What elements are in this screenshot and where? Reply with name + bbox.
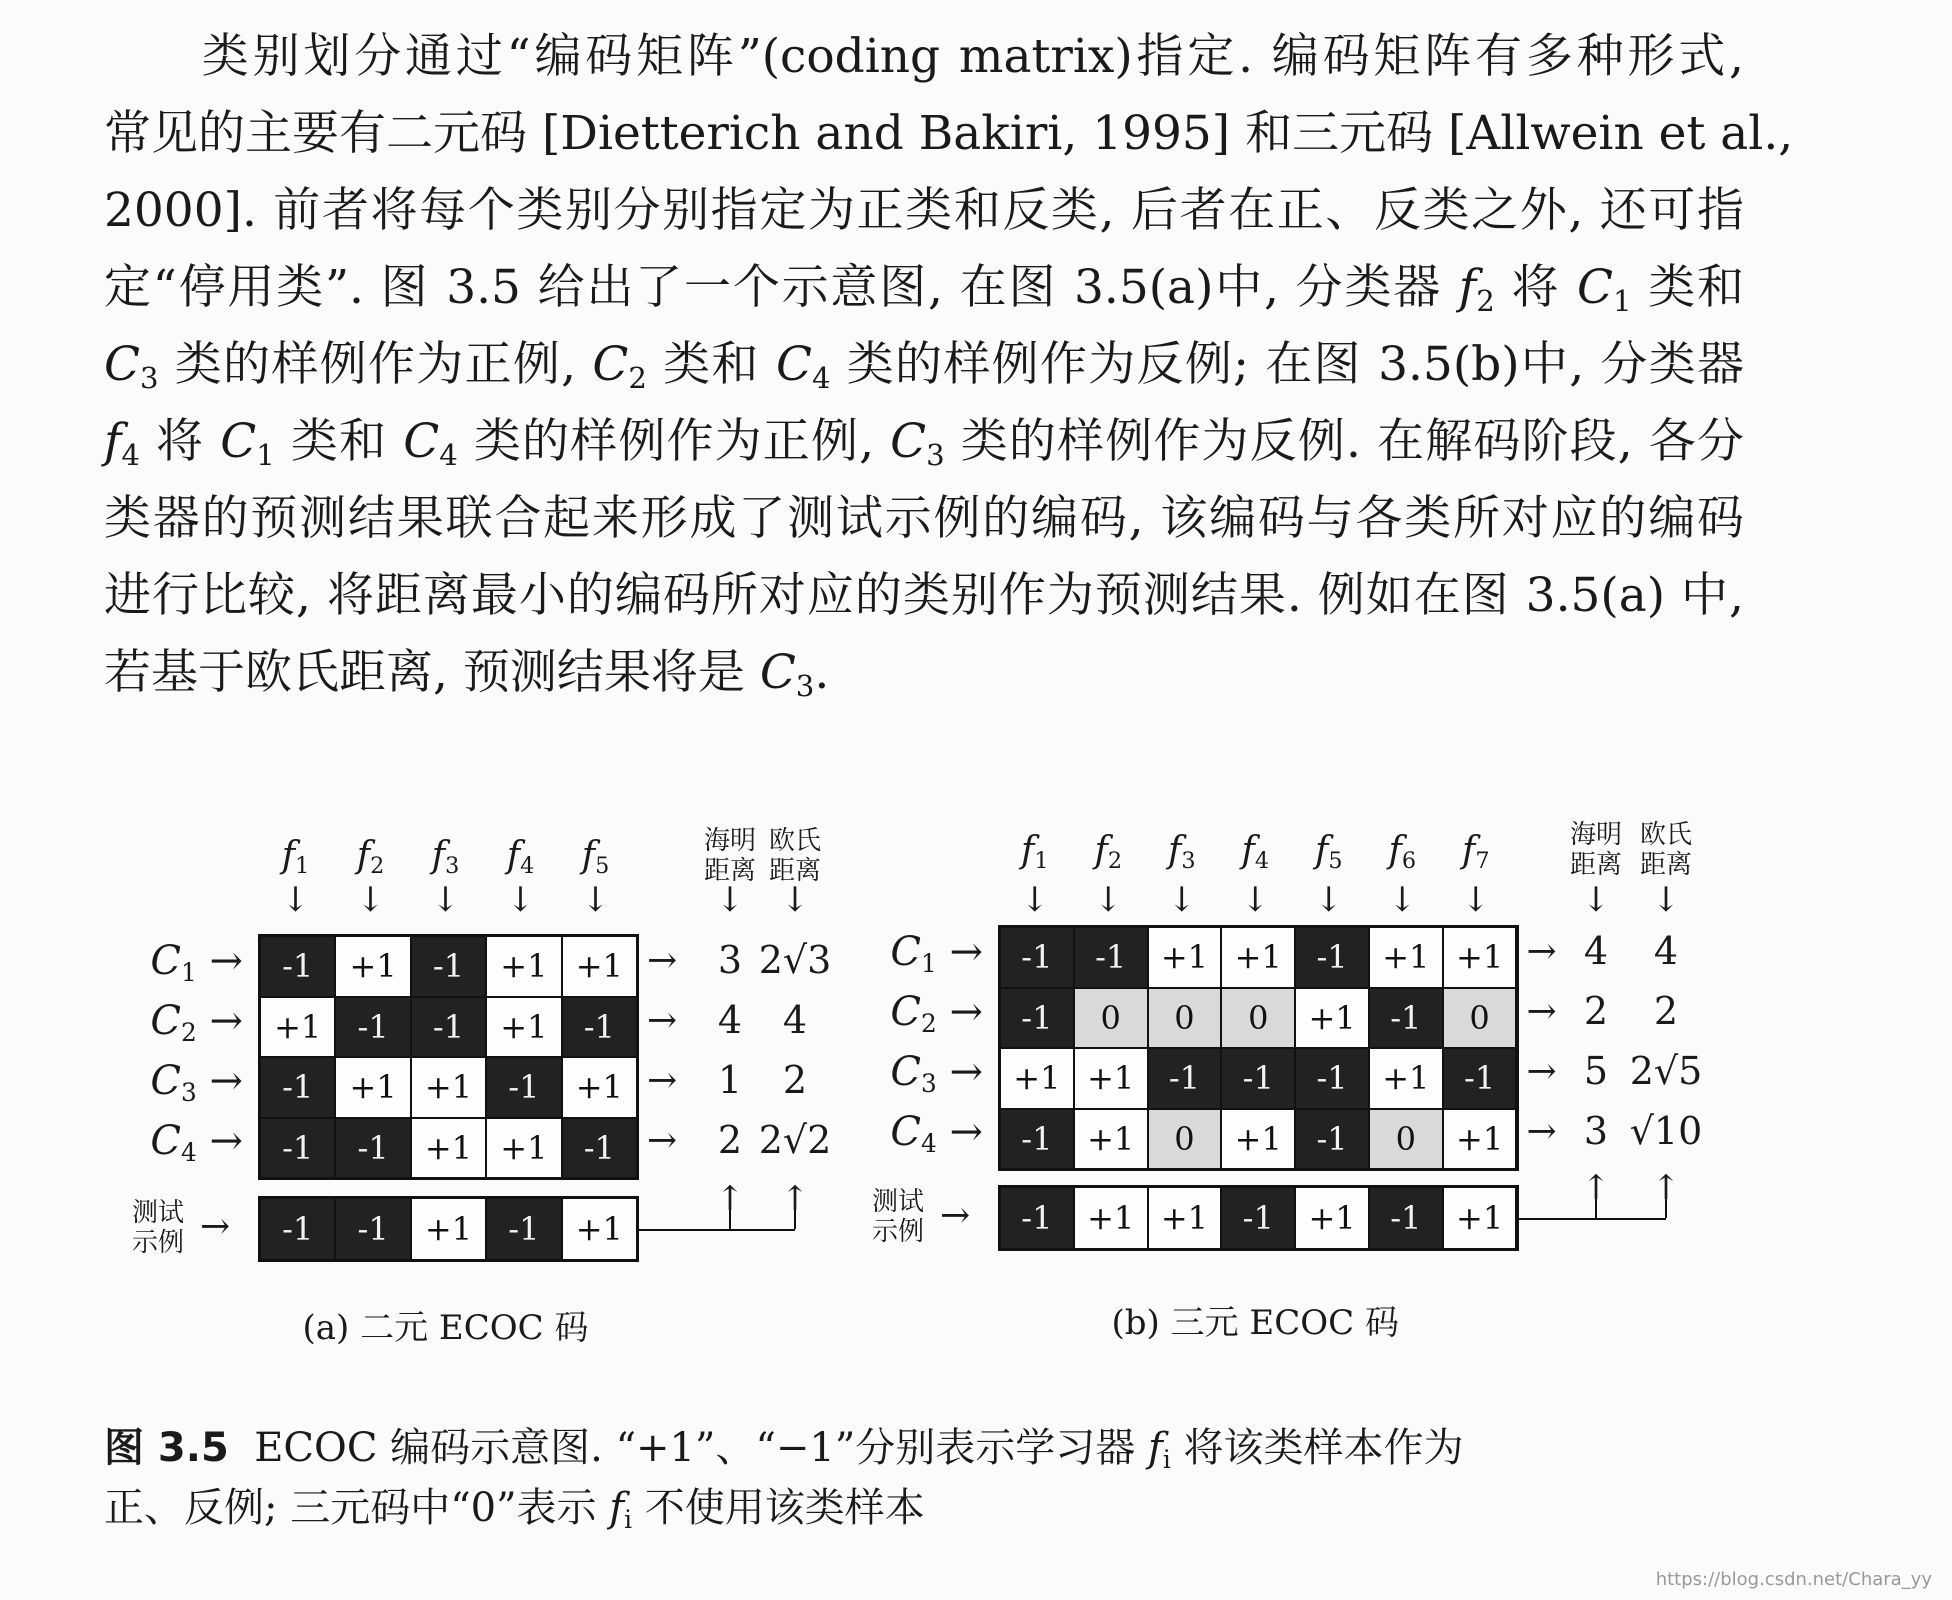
down-arrow-icon: ↓ (1388, 880, 1417, 920)
test-cell: -1 (261, 1199, 334, 1259)
test-label-line1: 测试 (871, 1187, 924, 1217)
matrix-cell: -1 (1001, 989, 1073, 1048)
matrix-cell: -1 (1001, 1110, 1073, 1169)
matrix-cell: +1 (412, 1119, 485, 1178)
matrix-cell: -1 (563, 998, 636, 1057)
down-arrow-icon: ↓ (506, 880, 535, 920)
class-label: $C_4$ → (890, 1109, 983, 1158)
test-cell: +1 (1444, 1188, 1516, 1248)
hamming-distance-label (1556, 820, 1636, 880)
hamming-distance-value: 4 (1583, 929, 1609, 973)
matrix-cell: -1 (412, 998, 485, 1057)
matrix-cell: -1 (1370, 989, 1442, 1048)
test-cell: +1 (1075, 1188, 1147, 1248)
para-line-2: 常见的主要有二元码 [Dietterich and Bakiri, 1995] 和三元码 [Allwein et al., (104, 106, 1794, 161)
matrix-cell: 0 (1444, 989, 1516, 1048)
right-arrow-icon: → (196, 938, 243, 984)
classifier-label: $f_5$ (581, 835, 610, 880)
down-arrow-icon: ↓ (780, 880, 810, 920)
matrix-cell: -1 (1222, 1049, 1294, 1108)
para-line-1: 类别划分通过“编码矩阵”(coding matrix)指定. 编码矩阵有多种形式, (198, 29, 1744, 84)
matrix-cell: +1 (261, 998, 334, 1057)
euclidean-distance-value: √10 (1629, 1109, 1703, 1153)
euclidean-distance-value: 2 (1653, 989, 1679, 1033)
down-arrow-icon: ↓ (281, 880, 310, 920)
matrix-cell: -1 (1296, 1049, 1368, 1108)
para-line-9: 若基于欧氏距离, 预测结果将是 $C_3$. (104, 645, 830, 704)
para-line-3: 2000]. 前者将每个类别分别指定为正类和反类, 后者在正、反类之外, 还可指 (104, 183, 1744, 238)
matrix-cell: +1 (412, 1058, 485, 1117)
right-arrow-icon: → (200, 1206, 231, 1247)
euclidean-distance-value: 2√2 (758, 1118, 832, 1162)
down-arrow-icon: ↓ (715, 880, 745, 920)
up-arrow-icon: ↑ (780, 1179, 810, 1219)
right-arrow-icon: → (196, 1058, 243, 1104)
up-arrow-icon: ↑ (1581, 1168, 1611, 1208)
matrix-cell: +1 (487, 937, 560, 996)
hamming-distance-label-line2: 距离 (703, 856, 756, 886)
right-arrow-icon: → (647, 940, 678, 981)
down-arrow-icon: ↓ (1020, 880, 1049, 920)
down-arrow-icon: ↓ (1581, 880, 1611, 920)
caption-label: 图 3.5 (104, 1425, 229, 1471)
right-arrow-icon: → (1526, 1111, 1557, 1152)
up-arrow-icon: ↑ (715, 1179, 745, 1219)
classifier-label: $f_6$ (1388, 830, 1417, 875)
euclidean-distance-value: 2 (782, 1058, 808, 1102)
matrix-cell: +1 (336, 937, 409, 996)
para-line-6: $f_4$ 将 $C_1$ 类和 $C_4$ 类的样例作为正例, $C_3$ 类的样例作为反例. 在解码阶段, 各分 (104, 414, 1744, 473)
matrix-cell: -1 (1149, 1049, 1221, 1108)
right-arrow-icon: → (940, 1195, 971, 1236)
test-cell: +1 (412, 1199, 485, 1259)
matrix-cell: 0 (1370, 1110, 1442, 1169)
classifier-label: $f_3$ (1167, 830, 1196, 875)
matrix-cell: -1 (563, 1119, 636, 1178)
subfigure-caption: (a) 二元 ECOC 码 (302, 1308, 589, 1348)
test-cell: -1 (1370, 1188, 1442, 1248)
hamming-distance-label-line1: 海明 (703, 826, 756, 856)
test-label-line2: 示例 (871, 1217, 924, 1247)
matrix-cell: +1 (1370, 1049, 1442, 1108)
class-label: $C_3$ → (150, 1058, 243, 1107)
euclidean-distance-label-line1: 欧氏 (1639, 820, 1692, 850)
classifier-label: $f_2$ (1094, 830, 1123, 875)
right-arrow-icon: → (647, 1000, 678, 1041)
euclidean-distance-value: 4 (782, 998, 808, 1042)
figure-caption (104, 1418, 1744, 1538)
right-arrow-icon: → (1526, 991, 1557, 1032)
matrix-cell: +1 (1444, 1110, 1516, 1169)
euclidean-distance-label (1626, 820, 1706, 880)
matrix-cell: -1 (1001, 928, 1073, 987)
subfigure-caption: (b) 三元 ECOC 码 (1111, 1303, 1399, 1343)
classifier-label: $f_1$ (1020, 830, 1049, 875)
hamming-distance-label-line1: 海明 (1569, 820, 1622, 850)
matrix-cell: -1 (412, 937, 485, 996)
right-arrow-icon: → (936, 929, 983, 975)
down-arrow-icon: ↓ (431, 880, 460, 920)
matrix-cell: +1 (1444, 928, 1516, 987)
matrix-cell: +1 (336, 1058, 409, 1117)
test-cell: +1 (1296, 1188, 1368, 1248)
euclidean-distance-value: 2√5 (1629, 1049, 1703, 1093)
euclidean-distance-value: 4 (1653, 929, 1679, 973)
matrix-cell: +1 (487, 1119, 560, 1178)
para-line-8: 进行比较, 将距离最小的编码所对应的类别作为预测结果. 例如在图 3.5(a) 中, (104, 568, 1744, 623)
right-arrow-icon: → (936, 1109, 983, 1155)
right-arrow-icon: → (936, 989, 983, 1035)
matrix-cell: -1 (261, 1119, 334, 1178)
matrix-cell: +1 (1222, 1110, 1294, 1169)
euclidean-distance-label-line2: 距离 (1639, 850, 1692, 880)
euclidean-distance-value: 2√3 (758, 938, 832, 982)
test-label-line1: 测试 (131, 1198, 184, 1228)
classifier-label: $f_7$ (1461, 830, 1490, 875)
class-label: $C_4$ → (150, 1118, 243, 1167)
connector-line (1519, 1218, 1667, 1220)
classifier-label: $f_3$ (431, 835, 460, 880)
matrix-cell: -1 (261, 937, 334, 996)
hamming-distance-value: 3 (717, 938, 743, 982)
matrix-cell: -1 (336, 998, 409, 1057)
classifier-label: $f_4$ (506, 835, 535, 880)
down-arrow-icon: ↓ (581, 880, 610, 920)
test-code-row (998, 1185, 1519, 1251)
classifier-label: $f_5$ (1314, 830, 1343, 875)
down-arrow-icon: ↓ (1094, 880, 1123, 920)
classifier-label: $f_2$ (356, 835, 385, 880)
down-arrow-icon: ↓ (1461, 880, 1490, 920)
matrix-cell: -1 (1444, 1049, 1516, 1108)
right-arrow-icon: → (936, 1049, 983, 1095)
test-cell: -1 (1222, 1188, 1294, 1248)
matrix-cell: 0 (1222, 989, 1294, 1048)
up-arrow-icon: ↑ (1651, 1168, 1681, 1208)
matrix-cell: -1 (1296, 928, 1368, 987)
hamming-distance-value: 5 (1583, 1049, 1609, 1093)
caption-line-2: 正、反例; 三元码中“0”表示 $f_i$ 不使用该类样本 (104, 1485, 925, 1534)
hamming-distance-value: 3 (1583, 1109, 1609, 1153)
matrix-cell: +1 (1222, 928, 1294, 987)
test-label-line2: 示例 (131, 1228, 184, 1258)
matrix-cell: +1 (1149, 928, 1221, 987)
class-label: $C_2$ → (150, 998, 243, 1047)
matrix-cell: +1 (563, 937, 636, 996)
down-arrow-icon: ↓ (356, 880, 385, 920)
coding-matrix (998, 925, 1519, 1171)
para-line-5: $C_3$ 类的样例作为正例, $C_2$ 类和 $C_4$ 类的样例作为反例; 在图 3.5(b)中, 分类器 (104, 337, 1744, 396)
matrix-cell: +1 (1075, 1110, 1147, 1169)
hamming-distance-value: 2 (717, 1118, 743, 1162)
caption-line-1: 图 3.5 ECOC 编码示意图. “+1”、“−1”分别表示学习器 $f_i$ 将该类样本作为 (104, 1425, 1464, 1474)
matrix-cell: -1 (336, 1119, 409, 1178)
euclidean-distance-label-line2: 距离 (768, 856, 821, 886)
matrix-cell: -1 (261, 1058, 334, 1117)
classifier-label: $f_4$ (1241, 830, 1270, 875)
matrix-cell: +1 (563, 1058, 636, 1117)
right-arrow-icon: → (196, 998, 243, 1044)
test-cell: -1 (1001, 1188, 1073, 1248)
hamming-distance-value: 2 (1583, 989, 1609, 1033)
matrix-cell: -1 (1296, 1110, 1368, 1169)
watermark: https://blog.csdn.net/Chara_yy (1655, 1569, 1932, 1590)
matrix-cell: +1 (1370, 928, 1442, 987)
matrix-cell: 0 (1149, 989, 1221, 1048)
test-cell: +1 (563, 1199, 636, 1259)
hamming-distance-label-line2: 距离 (1569, 850, 1622, 880)
para-line-4: 定“停用类”. 图 3.5 给出了一个示意图, 在图 3.5(a)中, 分类器 $f_2$ 将 $C_1$ 类和 (104, 260, 1745, 319)
right-arrow-icon: → (196, 1118, 243, 1164)
matrix-cell: +1 (1296, 989, 1368, 1048)
test-cell: -1 (336, 1199, 409, 1259)
matrix-cell: +1 (1075, 1049, 1147, 1108)
class-label: $C_2$ → (890, 989, 983, 1038)
matrix-cell: 0 (1075, 989, 1147, 1048)
hamming-distance-value: 1 (717, 1058, 743, 1102)
down-arrow-icon: ↓ (1167, 880, 1196, 920)
matrix-cell: 0 (1149, 1110, 1221, 1169)
test-cell: +1 (1149, 1188, 1221, 1248)
class-label: $C_3$ → (890, 1049, 983, 1098)
matrix-cell: -1 (1075, 928, 1147, 987)
matrix-cell: +1 (487, 998, 560, 1057)
para-line-7: 类器的预测结果联合起来形成了测试示例的编码, 该编码与各类所对应的编码 (104, 491, 1744, 546)
down-arrow-icon: ↓ (1314, 880, 1343, 920)
right-arrow-icon: → (647, 1060, 678, 1101)
class-label: $C_1$ → (150, 938, 243, 987)
hamming-distance-value: 4 (717, 998, 743, 1042)
right-arrow-icon: → (1526, 1051, 1557, 1092)
test-example-label (858, 1187, 938, 1247)
test-cell: -1 (487, 1199, 560, 1259)
class-label: $C_1$ → (890, 929, 983, 978)
down-arrow-icon: ↓ (1241, 880, 1270, 920)
matrix-cell: +1 (1001, 1049, 1073, 1108)
matrix-cell: -1 (487, 1058, 560, 1117)
right-arrow-icon: → (1526, 931, 1557, 972)
down-arrow-icon: ↓ (1651, 880, 1681, 920)
euclidean-distance-label-line1: 欧氏 (768, 826, 821, 856)
right-arrow-icon: → (647, 1120, 678, 1161)
classifier-label: $f_1$ (281, 835, 310, 880)
